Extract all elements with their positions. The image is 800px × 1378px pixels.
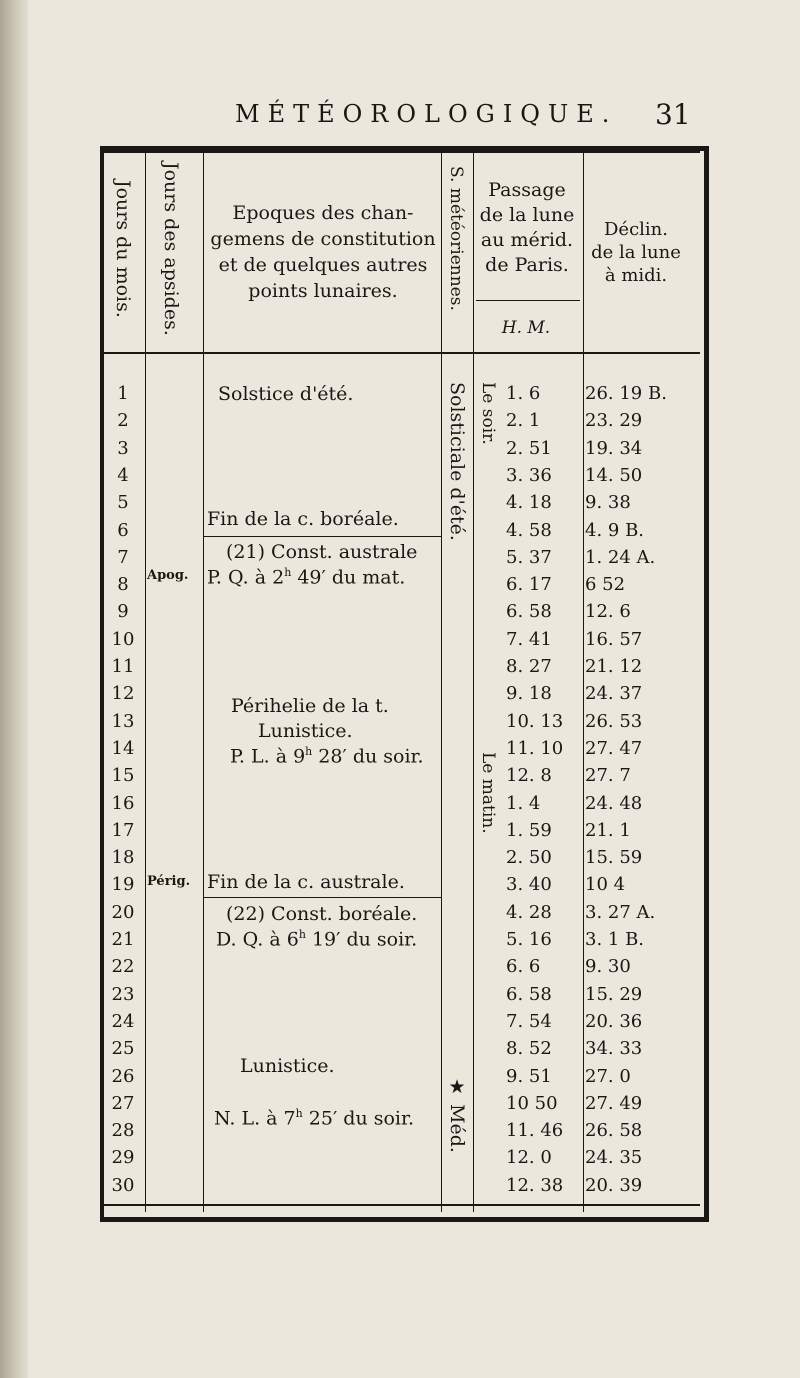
- row-passage-time: 11. 46: [506, 1120, 564, 1141]
- row-day: 3: [117, 438, 129, 459]
- row-declinaison: 20. 39: [585, 1175, 643, 1196]
- row-passage-time: 4. 58: [506, 520, 552, 541]
- row-passage-time: 6. 6: [506, 956, 541, 977]
- row-declinaison: 10 4: [585, 874, 626, 895]
- book-binding-shadow: [0, 0, 28, 1378]
- row-day: 21: [111, 929, 135, 950]
- pq-text-end: 49′ du mat.: [291, 566, 406, 589]
- header-declinaison: [584, 218, 688, 287]
- header-declin-line: Déclin.: [604, 219, 668, 240]
- row-declinaison: 34. 33: [585, 1038, 643, 1059]
- row-passage-time: 8. 27: [506, 656, 552, 677]
- row-passage-time: 1. 4: [506, 793, 541, 814]
- row-passage-time: 6. 17: [506, 574, 552, 595]
- pq-text: P. Q. à 2: [207, 566, 285, 589]
- header-stations: S. météoriennes.: [446, 166, 466, 311]
- row-declinaison: 9. 38: [585, 492, 631, 513]
- row-day: 1: [117, 383, 129, 404]
- row-passage-time: 2. 1: [506, 410, 541, 431]
- header-bottom-rule: [104, 352, 700, 354]
- row-day: 10: [111, 629, 135, 650]
- epoque-premier-quartier: [207, 566, 405, 588]
- header-passage-line: de Paris.: [485, 254, 569, 276]
- row-passage-time: 3. 40: [506, 874, 552, 895]
- row-day: 22: [111, 956, 135, 977]
- footer-rule: [104, 1204, 700, 1206]
- nl-hour-mark: h: [295, 1107, 303, 1120]
- header-passage-line: Passage: [488, 179, 566, 201]
- header-epoques-line: gemens de constitution: [210, 228, 436, 250]
- epoque-lunistice-2: Lunistice.: [240, 1055, 335, 1077]
- header-declin-line: de la lune: [591, 242, 681, 263]
- row-day: 30: [111, 1175, 135, 1196]
- passage-subrule: [476, 300, 580, 301]
- row-passage-time: 8. 52: [506, 1038, 552, 1059]
- row-passage-time: 5. 16: [506, 929, 552, 950]
- row-declinaison: 3. 1 B.: [585, 929, 645, 950]
- epoque-lunistice-1: Lunistice.: [258, 720, 353, 742]
- row-passage-time: 1. 59: [506, 820, 552, 841]
- row-declinaison: 6 52: [585, 574, 626, 595]
- row-day: 23: [111, 984, 135, 1005]
- row-day: 19: [111, 874, 135, 895]
- column-rule: [203, 146, 204, 1212]
- passage-note-matin: Le matin.: [478, 752, 498, 834]
- row-day: 13: [111, 711, 135, 732]
- row-passage-time: 2. 50: [506, 847, 552, 868]
- dq-hour-mark: h: [298, 928, 306, 941]
- epoque-solstice: Solstice d'été.: [218, 383, 354, 405]
- row-day: 6: [117, 520, 129, 541]
- header-passage: [477, 178, 577, 278]
- row-passage-time: 9. 51: [506, 1066, 552, 1087]
- column-rule: [441, 146, 442, 1212]
- row-declinaison: 23. 29: [585, 410, 643, 431]
- row-passage-time: 2. 51: [506, 438, 552, 459]
- station-mediane: ★ Méd.: [446, 1076, 468, 1153]
- row-day: 9: [117, 601, 129, 622]
- row-declinaison: 14. 50: [585, 465, 643, 486]
- row-passage-time: 6. 58: [506, 984, 552, 1005]
- epoque-dernier-quartier: [216, 928, 417, 950]
- row-declinaison: 21. 1: [585, 820, 631, 841]
- row-day: 27: [111, 1093, 135, 1114]
- header-declin-line: à midi.: [604, 265, 668, 286]
- apsis-apogee: Apog.: [147, 568, 189, 583]
- epoque-nouvelle-lune: [214, 1107, 414, 1129]
- row-declinaison: 24. 48: [585, 793, 643, 814]
- row-day: 29: [111, 1147, 135, 1168]
- row-passage-time: 12. 0: [506, 1147, 552, 1168]
- row-passage-time: 12. 8: [506, 765, 552, 786]
- row-declinaison: 26. 58: [585, 1120, 643, 1141]
- header-hours-minutes: H. M.: [501, 318, 551, 338]
- pq-hour-mark: h: [284, 566, 292, 579]
- header-epoques-line: Epoques des chan-: [232, 202, 414, 224]
- row-day: 20: [111, 902, 135, 923]
- row-day: 14: [111, 738, 135, 759]
- nl-text: N. L. à 7: [214, 1107, 296, 1130]
- epoque-perihelie: Périhelie de la t.: [231, 695, 389, 717]
- header-top-rule: [104, 150, 700, 153]
- pl-text: P. L. à 9: [230, 745, 306, 768]
- row-declinaison: 27. 49: [585, 1093, 643, 1114]
- row-day: 25: [111, 1038, 135, 1059]
- row-day: 24: [111, 1011, 135, 1032]
- epoque-const-australe: (21) Const. australe: [226, 541, 418, 563]
- running-title: MÉTÉOROLOGIQUE.: [235, 100, 618, 128]
- row-declinaison: 12. 6: [585, 601, 631, 622]
- row-declinaison: 24. 37: [585, 683, 643, 704]
- passage-note-soir: Le soir.: [478, 382, 498, 445]
- row-declinaison: 1. 24 A.: [585, 547, 656, 568]
- row-day: 11: [111, 656, 135, 677]
- row-passage-time: 10. 13: [506, 711, 564, 732]
- row-declinaison: 16. 57: [585, 629, 643, 650]
- row-declinaison: 20. 36: [585, 1011, 643, 1032]
- row-declinaison: 27. 47: [585, 738, 643, 759]
- row-declinaison: 15. 59: [585, 847, 643, 868]
- row-declinaison: 27. 0: [585, 1066, 631, 1087]
- row-day: 4: [117, 465, 129, 486]
- row-passage-time: 4. 28: [506, 902, 552, 923]
- page-number: 31: [655, 98, 691, 131]
- nl-text-end: 25′ du soir.: [302, 1107, 415, 1130]
- column-rule: [473, 146, 474, 1212]
- header-epoques: [205, 200, 441, 304]
- row-passage-time: 7. 54: [506, 1011, 552, 1032]
- row-passage-time: 12. 38: [506, 1175, 564, 1196]
- row-declinaison: 15. 29: [585, 984, 643, 1005]
- running-head: [0, 100, 800, 140]
- row-declinaison: 21. 12: [585, 656, 643, 677]
- row-passage-time: 10 50: [506, 1093, 558, 1114]
- epoque-rule-1: [203, 536, 441, 537]
- row-day: 8: [117, 574, 129, 595]
- header-epoques-line: et de quelques autres: [218, 254, 428, 276]
- row-declinaison: 27. 7: [585, 765, 631, 786]
- row-day: 17: [111, 820, 135, 841]
- header-jours-du-mois: Jours du mois.: [112, 180, 134, 318]
- header-passage-line: au mérid.: [480, 229, 574, 251]
- row-passage-time: 3. 36: [506, 465, 552, 486]
- dq-text-end: 19′ du soir.: [305, 928, 418, 951]
- header-passage-line: de la lune: [479, 204, 575, 226]
- row-declinaison: 24. 35: [585, 1147, 643, 1168]
- row-day: 15: [111, 765, 135, 786]
- row-passage-time: 11. 10: [506, 738, 564, 759]
- apsis-perigee: Périg.: [147, 874, 191, 889]
- row-declinaison: 26. 53: [585, 711, 643, 732]
- row-day: 5: [117, 492, 129, 513]
- row-declinaison: 19. 34: [585, 438, 643, 459]
- pl-hour-mark: h: [305, 745, 313, 758]
- epoque-const-boreale: (22) Const. boréale.: [226, 903, 418, 925]
- dq-text: D. Q. à 6: [216, 928, 299, 951]
- epoque-fin-boreale: Fin de la c. boréale.: [207, 508, 399, 530]
- epoque-pleine-lune: [230, 745, 424, 767]
- row-declinaison: 3. 27 A.: [585, 902, 656, 923]
- row-day: 26: [111, 1066, 135, 1087]
- row-day: 28: [111, 1120, 135, 1141]
- row-day: 12: [111, 683, 135, 704]
- header-jours-des-apsides: Jours des apsides.: [160, 162, 182, 336]
- row-passage-time: 7. 41: [506, 629, 552, 650]
- row-declinaison: 26. 19 B.: [585, 383, 667, 404]
- row-passage-time: 9. 18: [506, 683, 552, 704]
- pl-text-end: 28′ du soir.: [312, 745, 424, 768]
- row-passage-time: 5. 37: [506, 547, 552, 568]
- column-rule: [145, 146, 146, 1212]
- row-declinaison: 9. 30: [585, 956, 631, 977]
- row-day: 2: [117, 410, 129, 431]
- epoque-rule-2: [203, 897, 441, 898]
- epoque-fin-australe: Fin de la c. australe.: [207, 871, 405, 893]
- row-day: 18: [111, 847, 135, 868]
- row-day: 7: [117, 547, 129, 568]
- row-passage-time: 1. 6: [506, 383, 541, 404]
- row-passage-time: 4. 18: [506, 492, 552, 513]
- row-day: 16: [111, 793, 135, 814]
- station-solsticiale: Solsticiale d'été.: [446, 382, 468, 541]
- row-declinaison: 4. 9 B.: [585, 520, 645, 541]
- header-epoques-line: points lunaires.: [248, 280, 398, 302]
- row-passage-time: 6. 58: [506, 601, 552, 622]
